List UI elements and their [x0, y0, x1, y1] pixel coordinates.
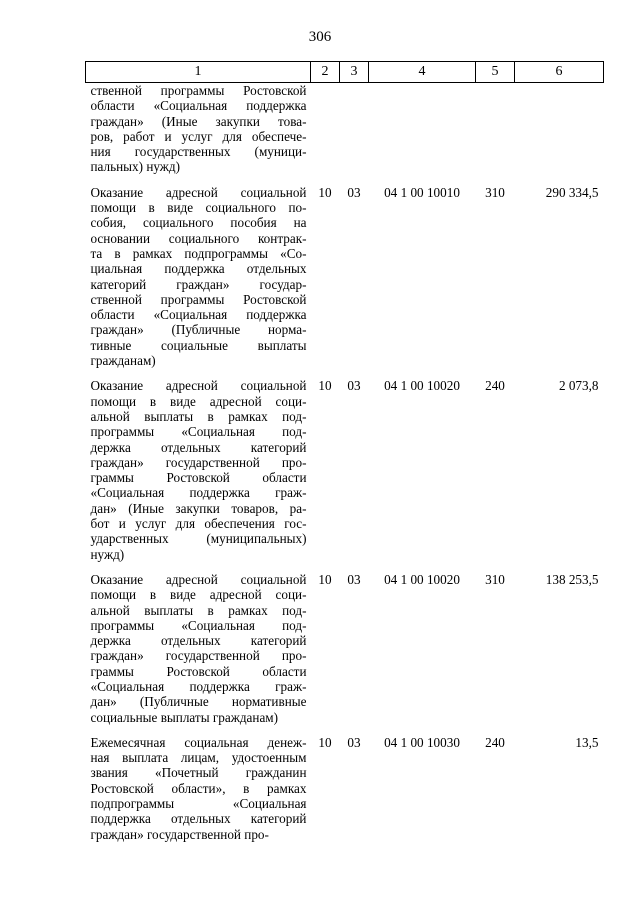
description-line: граждан» государственной про- — [90, 826, 269, 842]
amount-value: 2 073,8 — [558, 378, 599, 394]
amount-value — [515, 83, 604, 175]
subsection-code: 03 — [347, 184, 361, 200]
description-line: ния государственных (муници- — [90, 144, 307, 160]
description-line: граммы Ростовской области — [90, 470, 307, 486]
description-line: подпрограммы «Социальная — [90, 796, 307, 812]
description-line: циальная поддержка отдельных — [90, 261, 307, 277]
description-line: поддержка отдельных категорий — [90, 811, 307, 827]
description-line: пальных) нужд) — [90, 159, 181, 175]
description-line: «Социальная поддержка граж- — [90, 485, 307, 501]
description-line: Ежемесячная социальная денеж- — [90, 734, 307, 750]
description-line: граммы Ростовской области — [90, 663, 307, 679]
description-line: нужд) — [90, 546, 125, 562]
section-code: 10 — [318, 184, 332, 200]
table-row — [86, 368, 604, 562]
target-article-code — [369, 83, 476, 175]
section-code: 10 — [318, 378, 332, 394]
page-number: 306 — [308, 29, 332, 45]
target-article-code: 04 1 00 10020 — [384, 378, 460, 394]
description-line: ственной программы Ростовской — [90, 83, 307, 98]
expense-type-code: 240 — [485, 734, 505, 750]
column-header-6: 6 — [515, 62, 604, 83]
expense-type-code — [476, 83, 515, 175]
description-line: ственной программы Ростовской — [90, 291, 307, 307]
table-row — [86, 725, 604, 842]
description-line: ударственных (муниципальных) — [90, 531, 307, 547]
row-description — [86, 368, 311, 562]
description-line: помощи в виде адресной соци- — [90, 393, 307, 409]
description-line: граждан» государственной про- — [90, 454, 307, 470]
column-header-4: 4 — [369, 62, 476, 83]
description-line: помощи в виде адресной соци- — [90, 587, 307, 603]
subsection-code — [340, 83, 369, 175]
description-line: Ростовской области», в рамках — [90, 780, 307, 796]
table-body — [86, 83, 604, 842]
description-line: ров, работ и услуг для обеспече- — [90, 128, 307, 144]
target-article-code: 04 1 00 10030 — [384, 734, 460, 750]
description-line: «Социальная поддержка граж- — [90, 678, 307, 694]
column-header-5: 5 — [476, 62, 515, 83]
section-code — [311, 83, 340, 175]
subsection-code: 03 — [347, 734, 361, 750]
description-line: та в рамках подпрограммы «Со- — [90, 245, 307, 261]
description-line: граждан» (Публичные норма- — [90, 322, 307, 338]
description-line: программы «Социальная под- — [90, 424, 307, 440]
description-line: альной выплаты в рамках под- — [90, 602, 307, 618]
description-line: альной выплаты в рамках под- — [90, 408, 307, 424]
expense-type-code: 240 — [485, 378, 505, 394]
description-line: держка отдельных категорий — [90, 633, 307, 649]
expense-type-code: 310 — [485, 571, 505, 587]
section-code: 10 — [318, 571, 332, 587]
row-description — [86, 725, 311, 842]
description-line: Оказание адресной социальной — [90, 184, 307, 200]
description-line: дан» (Публичные нормативные — [90, 694, 307, 710]
subsection-code: 03 — [347, 571, 361, 587]
column-header-3: 3 — [340, 62, 369, 83]
description-line: помощи в виде социального по- — [90, 200, 307, 216]
target-article-code: 04 1 00 10020 — [384, 571, 460, 587]
subsection-code: 03 — [347, 378, 361, 394]
description-line: звания «Почетный гражданин — [90, 765, 307, 781]
description-line: области «Социальная поддержка — [90, 307, 307, 323]
description-line: основании социального контрак- — [90, 230, 307, 246]
description-line: граждан» государственной про- — [90, 648, 307, 664]
expense-type-code: 310 — [485, 184, 505, 200]
row-description — [86, 562, 311, 725]
description-line: области «Социальная поддержка — [90, 98, 307, 114]
description-line: граждан» (Иные закупки това- — [90, 113, 307, 129]
column-header-2: 2 — [311, 62, 340, 83]
table-row — [86, 562, 604, 725]
amount-value: 13,5 — [575, 734, 599, 750]
description-line: Оказание адресной социальной — [90, 571, 307, 587]
target-article-code: 04 1 00 10010 — [384, 184, 460, 200]
description-line: Оказание адресной социальной — [90, 378, 307, 394]
column-header-1: 1 — [86, 62, 311, 83]
table-row — [86, 175, 604, 369]
amount-value: 290 334,5 — [545, 184, 599, 200]
description-line: программы «Социальная под- — [90, 617, 307, 633]
table-row — [86, 83, 604, 175]
description-line: ная выплата лицам, удостоенным — [90, 750, 307, 766]
description-line: тивные социальные выплаты — [90, 337, 307, 353]
description-line: держка отдельных категорий — [90, 439, 307, 455]
description-line: дан» (Иные закупки товаров, ра- — [90, 500, 307, 516]
description-line: категорий граждан» государ- — [90, 276, 307, 292]
description-line: гражданам) — [90, 353, 156, 369]
description-line: собия, социального пособия на — [90, 215, 307, 231]
budget-table — [85, 61, 604, 842]
table-header — [86, 62, 604, 83]
row-description — [86, 175, 311, 369]
section-code: 10 — [318, 734, 332, 750]
amount-value: 138 253,5 — [545, 571, 599, 587]
description-line: бот и услуг для обеспечения гос- — [90, 516, 307, 532]
header-row — [86, 62, 604, 83]
description-line: социальные выплаты гражданам) — [90, 709, 279, 725]
row-description — [86, 83, 311, 175]
